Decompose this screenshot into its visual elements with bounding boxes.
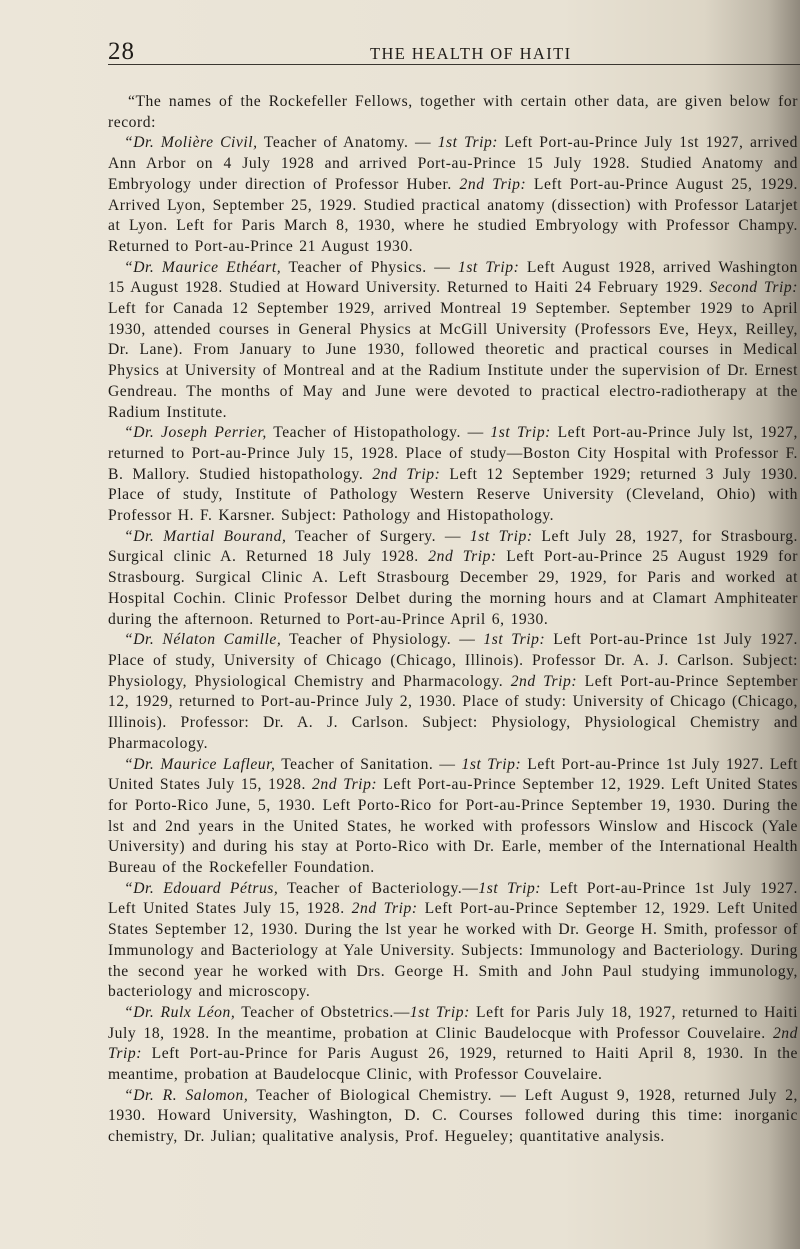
trip-label: Second Trip: (709, 279, 798, 297)
trip-label: 1st Trip: (483, 631, 546, 649)
trip-label: 1st Trip: (478, 879, 542, 897)
fellow-entry-etheart: “Dr. Maurice Ethéart, Teacher of Physics. — 1st Trip: Left August 1928, arrived Washington 15 August 1928. Studied at Howard University. Returned to Haiti 24 February 1929. Second Trip: Left for Canada 12 September 1929, arrived Montreal 19 September. September 1929 to April 1930, attended courses in General Physics at McGill University (Professors Eve, Heyx, Reilley, Dr. Lane). From January to June 1930, followed theoretic and practical courses in Medical Physics at University of Montreal and at the Radium Institute under the supervision of Dr. Ernest Gendreau. The months of May and June were devoted to practical electro-radiotherapy at the Radium Institute. (108, 258, 798, 421)
fellow-name: “Dr. Maurice Ethéart, (124, 258, 282, 276)
fellow-entry-bourand: “Dr. Martial Bourand, Teacher of Surgery. — 1st Trip: Left July 28, 1927, for Strasbourg. Surgical clinic A. Returned 18 July 1928. 2nd Trip: Left Port-au-Prince 25 August 1929 for Strasbourg. Surgical Clinic A. Left Strasbourg December 29, 1929, for Paris and worked at Hospital Cochin. Clinic Professor Delbet during the morning hours and at Clamart Amphiteater during the afternoon. Returned to Port-au-Prince April 6, 1930. (108, 527, 799, 628)
fellow-name: “Dr. Joseph Perrier, (124, 424, 267, 442)
page-number: 28 (108, 38, 135, 65)
trip-label: 2nd Trip: (351, 900, 418, 918)
fellow-entry-camille: “Dr. Nélaton Camille, Teacher of Physiology. — 1st Trip: Left Port-au-Prince 1st July 1927. Place of study, University of Chicago (Chicago, Illinois). Professor Dr. A. J. Carlson. Subject: Physiology, Physiological Chemistry and Pharmacology. 2nd Trip: Left Port-au-Prince September 12, 1929, returned to Port-au-Prince July 2, 1930. Place of study: University of Chicago (Chicago, Illinois). Professor: Dr. A. J. Carlson. Subject: Physiology, Physiological Chemistry and Pharmacology. (108, 631, 799, 752)
fellow-entry-petrus: “Dr. Edouard Pétrus, Teacher of Bacteriology.—1st Trip: Left Port-au-Prince 1st July 1927. Left United States July 15, 1928. 2nd Trip: Left Port-au-Prince September 12, 1929. Left United States September 12, 1930. During the lst year he worked with Dr. George H. Smith, professor of Immunology and Bacteriology at Yale University. Subjects: Immunology and Bacteriology. During the second year he worked with Drs. George H. Smith and John Paul studying immunology, bacteriology and microscopy. (108, 879, 798, 1001)
body-text (108, 92, 798, 1148)
fellow-name: “Dr. Nélaton Camille, (124, 631, 282, 649)
fellow-name: “Dr. Molière Civil, (124, 134, 258, 152)
fellow-name: “Dr. R. Salomon, (124, 1086, 249, 1104)
page-header (108, 38, 800, 65)
trip-label: 2nd Trip: (108, 1024, 798, 1063)
trip-label: 2nd Trip: (428, 548, 497, 566)
fellow-name: “Dr. Edouard Pétrus, (124, 879, 279, 897)
trip-label: 1st Trip: (457, 258, 520, 276)
running-head: THE HEALTH OF HAITI (370, 44, 572, 63)
trip-label: 2nd Trip: (459, 175, 527, 193)
trip-label: 1st Trip: (409, 1003, 470, 1021)
trip-label: 2nd Trip: (372, 465, 441, 483)
trip-label: 1st Trip: (461, 755, 522, 773)
intro-paragraph: “The names of the Rockefeller Fellows, together with certain other data, are given below for record: (108, 93, 798, 131)
fellow-name: “Dr. Maurice Lafleur, (124, 755, 276, 773)
trip-label: 1st Trip: (437, 134, 499, 152)
fellow-name: “Dr. Martial Bourand, (124, 527, 287, 545)
fellow-entry-salomon: “Dr. R. Salomon, Teacher of Biological Chemistry. — Left August 9, 1928, returned July 2, 1930. Howard University, Washington, D. C. Courses followed during this time: inorganic chemistry, Dr. Julian; qualitative analysis, Prof. Hegueley; quantitative analysis. (108, 1086, 799, 1146)
trip-label: 2nd Trip: (312, 776, 378, 794)
trip-label: 1st Trip: (469, 527, 533, 545)
fellow-entry-leon: “Dr. Rulx Léon, Teacher of Obstetrics.—1st Trip: Left for Paris July 18, 1927, returned to Haiti July 18, 1928. In the meantime, probation at Clinic Baudelocque with Professor Couvelaire. 2nd Trip: Left Port-au-Prince for Paris August 26, 1929, returned to Haiti April 8, 1930. In the meantime, probation at Baudelocque Clinic, with Professor Couvelaire. (108, 1003, 799, 1084)
fellow-entry-lafleur: “Dr. Maurice Lafleur, Teacher of Sanitation. — 1st Trip: Left Port-au-Prince 1st July 1927. Left United States July 15, 1928. 2nd Trip: Left Port-au-Prince September 12, 1929. Left United States for Porto-Rico June, 5, 1930. Left Porto-Rico for Port-au-Prince September 19, 1930. During the lst and 2nd years in the United States, he worked with professors Winslow and Hiscock (Yale University) and during his stay at Porto-Rico with Dr. Earle, member of the International Health Bureau of the Rockefeller Foundation. (108, 755, 798, 877)
trip-label: 1st Trip: (490, 424, 551, 442)
fellow-entry-perrier: “Dr. Joseph Perrier, Teacher of Histopathology. — 1st Trip: Left Port-au-Prince July lst, 1927, returned to Port-au-Prince July 15, 1928. Place of study—Boston City Hospital with Professor F. B. Mallory. Studied histopathology. 2nd Trip: Left 12 September 1929; returned 3 July 1930. Place of study, Institute of Pathology Western Reserve University (Cleveland, Ohio) with Professor H. F. Karsner. Subject: Pathology and Histopathology. (108, 424, 798, 525)
fellow-name: “Dr. Rulx Léon, (124, 1003, 236, 1021)
fellow-entry-civil: “Dr. Molière Civil, Teacher of Anatomy. — 1st Trip: Left Port-au-Prince July 1st 1927, arrived Ann Arbor on 4 July 1928 and arrived Port-au-Prince 15 July 1928. Studied Anatomy and Embryology under direction of Professor Huber. 2nd Trip: Left Port-au-Prince August 25, 1929. Arrived Lyon, September 25, 1929. Studied practical anatomy (dissection) with Professor Latarjet at Lyon. Left for Paris March 8, 1930, where he studied Embryology with Professor Champy. Returned to Port-au-Prince 21 August 1930. (108, 134, 798, 255)
trip-label: 2nd Trip: (510, 672, 578, 690)
